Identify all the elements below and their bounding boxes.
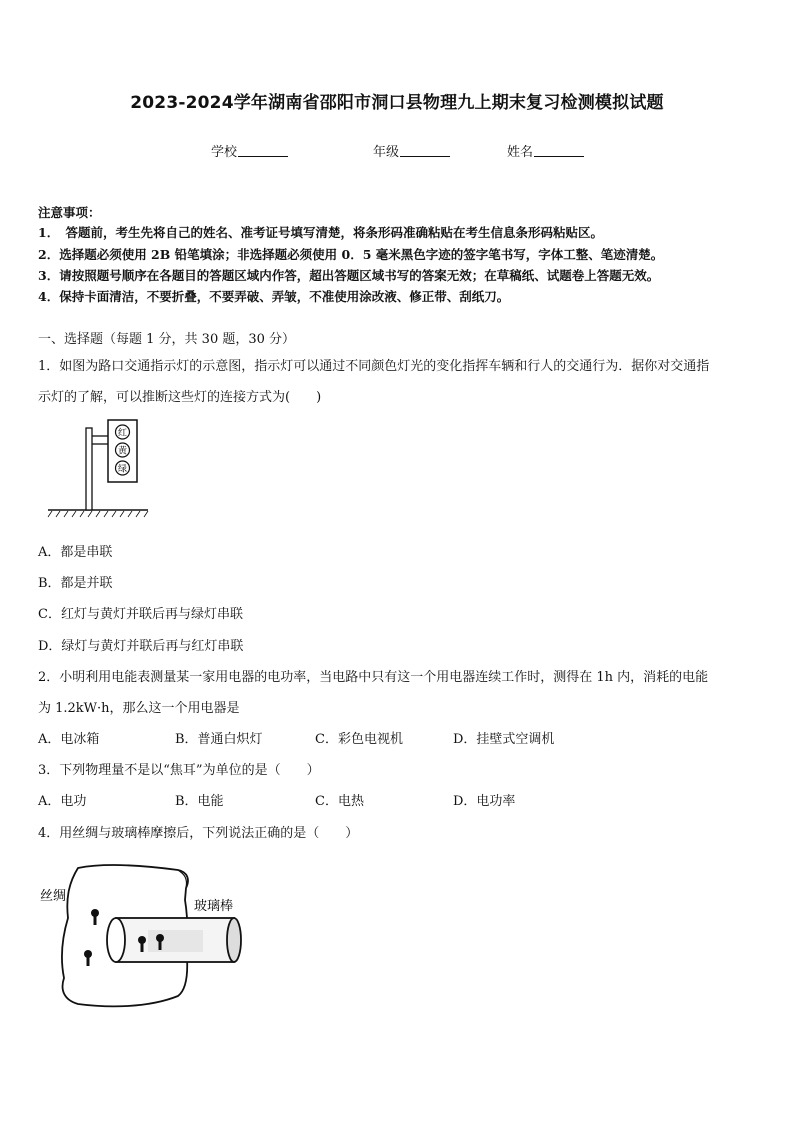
question-2-line-2: 为 1.2kW·h，那么这一个用电器是	[38, 701, 240, 716]
q3-option-a[interactable]: A．电功	[38, 794, 87, 809]
grade-field	[373, 141, 450, 160]
school-blank	[238, 144, 288, 157]
silk-label: 丝绸	[40, 889, 67, 904]
q1-option-a[interactable]: A．都是串联	[38, 545, 113, 560]
note-item: 1． 答题前，考生先将自己的姓名、准考证号填写清楚，将条形码准确粘贴在考生信息条形码粘贴区。	[38, 225, 603, 240]
question-1-line-1: 1．如图为路口交通指示灯的示意图，指示灯可以通过不同颜色灯光的变化指挥车辆和行人的交通行为．据你对交通指	[38, 359, 710, 374]
note-item: 3．请按照题号顺序在各题目的答题区域内作答，超出答题区域书写的答案无效；在草稿纸、试题卷上答题无效。	[38, 268, 660, 283]
page-title: 2023-2024学年湖南省邵阳市洞口县物理九上期末复习检测模拟试题	[130, 93, 664, 113]
name-field	[507, 141, 584, 160]
note-item: 4．保持卡面清洁，不要折叠，不要弄破、弄皱，不准使用涂改液、修正带、刮纸刀。	[38, 289, 510, 304]
yellow-light-label: 黄	[117, 446, 128, 457]
silk-and-glass-rod-figure	[38, 858, 248, 1018]
name-label: 姓名	[507, 145, 534, 160]
q2-option-d[interactable]: D．挂壁式空调机	[453, 732, 555, 747]
grade-label: 年级	[373, 145, 400, 160]
q1-option-d[interactable]: D．绿灯与黄灯并联后再与红灯串联	[38, 639, 244, 654]
q3-option-c[interactable]: C．电热	[315, 794, 364, 809]
q2-option-b[interactable]: B．普通白炽灯	[175, 732, 263, 747]
q3-option-b[interactable]: B．电能	[175, 794, 224, 809]
traffic-light-figure	[40, 414, 160, 522]
question-4-line-1: 4．用丝绸与玻璃棒摩擦后，下列说法正确的是（ ）	[38, 826, 359, 841]
green-light-label: 绿	[117, 464, 128, 475]
question-3-line-1: 3．下列物理量不是以“焦耳”为单位的是（ ）	[38, 763, 320, 778]
name-blank	[534, 144, 584, 157]
note-item: 2．选择题必须使用 2B 铅笔填涂；非选择题必须使用 0．5 毫米黑色字迹的签字笔书写，字体工整、笔迹清楚。	[38, 247, 664, 262]
question-1-line-2: 示灯的了解，可以推断这些灯的连接方式为( )	[38, 390, 322, 405]
q2-option-c[interactable]: C．彩色电视机	[315, 732, 403, 747]
notes-heading: 注意事项：	[38, 205, 101, 220]
red-light-label: 红	[117, 428, 128, 439]
school-label: 学校	[211, 145, 238, 160]
question-2-line-1: 2．小明利用电能表测量某一家用电器的电功率，当电路中只有这一个用电器连续工作时，测得在 1h 内，消耗的电能	[38, 670, 709, 685]
school-field	[211, 141, 288, 160]
q1-option-b[interactable]: B．都是并联	[38, 576, 113, 591]
q2-option-a[interactable]: A．电冰箱	[38, 732, 100, 747]
q1-option-c[interactable]: C．红灯与黄灯并联后再与绿灯串联	[38, 607, 243, 622]
glass-rod-label: 玻璃棒	[194, 899, 234, 914]
section-heading: 一、选择题（每题 1 分，共 30 题，30 分）	[38, 332, 296, 347]
q3-option-d[interactable]: D．电功率	[453, 794, 516, 809]
grade-blank	[400, 144, 450, 157]
